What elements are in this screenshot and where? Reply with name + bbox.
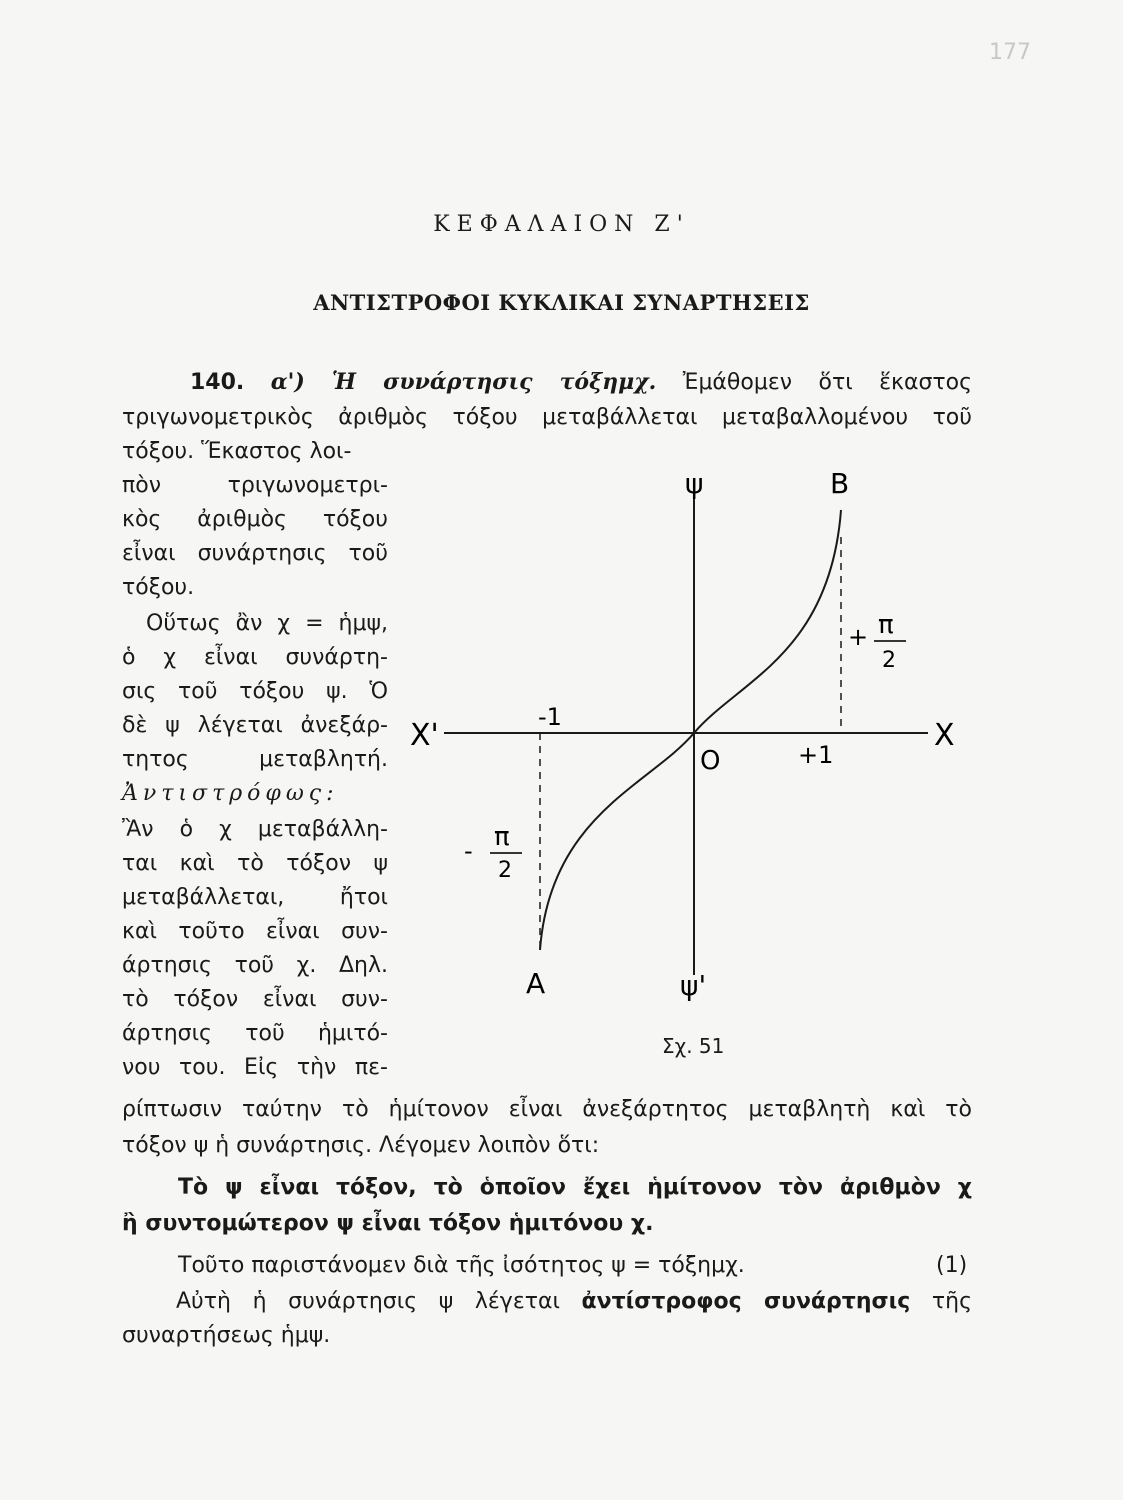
text-line: Ἂν ὁ χ μεταβάλλη-	[122, 817, 388, 842]
label-x-prime: Χ'	[410, 718, 439, 753]
label-plus-one: +1	[798, 741, 834, 769]
paragraph-number: 140.	[190, 370, 245, 395]
figure-caption: Σχ. 51	[662, 1034, 725, 1058]
label-pi: π	[878, 610, 894, 640]
bold-term: ἀντίστροφος συνάρτησις	[581, 1289, 911, 1314]
text-line: σις τοῦ τόξου ψ. Ὁ	[122, 679, 388, 704]
text-line: τριγωνομετρικὸς ἀριθμὸς τόξου μεταβάλλεται μεταβαλλομένου τοῦ	[122, 405, 972, 430]
label-psi: ψ	[685, 467, 704, 500]
spaced-text-line: Ἀντιστρόφως:	[122, 781, 339, 806]
label-pi: π	[494, 822, 510, 852]
text-line: άρτησις τοῦ χ. Δηλ.	[122, 953, 388, 978]
text-line: εἶναι συνάρτησις τοῦ	[122, 541, 388, 566]
figure-arcsine-graph	[400, 455, 970, 1025]
text-line	[176, 1286, 972, 1318]
text-line: δὲ ψ λέγεται ἀνεξάρ-	[122, 713, 388, 738]
label-minus-sign: -	[464, 837, 473, 865]
text-line: Οὕτως ἂν χ = ἡμψ,	[146, 611, 388, 636]
text-line: μεταβάλλεται, ἤτοι	[122, 885, 388, 910]
label-minus-one: -1	[538, 703, 562, 731]
text-line: πὸν τριγωνομετρι-	[122, 473, 388, 498]
text-line: τόξον ψ ἡ συνάρτησις. Λέγομεν λοιπὸν ὅτι:	[122, 1133, 600, 1158]
text-line: συναρτήσεως ἡμψ.	[122, 1323, 331, 1348]
text-line: κὸς ἀριθμὸς τόξου	[122, 507, 388, 532]
text-line: ὁ χ εἶναι συνάρτη-	[122, 645, 388, 670]
text-line: τὸ τόξον εἶναι συν-	[122, 987, 388, 1012]
arcsine-curve	[540, 510, 841, 950]
label-b: Β	[830, 467, 850, 500]
definition-line: Τὸ ψ εἶναι τόξον, τὸ ὁποῖον ἔχει ἡμίτονον τὸν ἀριθμὸν χ	[178, 1175, 972, 1200]
section-title: ΑΝΤΙΣΤΡΟΦΟΙ ΚΥΚΛΙΚΑΙ ΣΥΝΑΡΤΗΣΕΙΣ	[313, 290, 810, 315]
label-two: 2	[498, 858, 512, 883]
text-run: τῆς	[931, 1289, 972, 1314]
text-line: καὶ τοῦτο εἶναι συν-	[122, 919, 388, 944]
text-line: ρίπτωσιν ταύτην τὸ ἡμίτονον εἶναι ἀνεξάρτητος μεταβλητὴ καὶ τὸ	[122, 1097, 972, 1122]
text-line: τόξου. Ἕκαστος λοι-	[122, 439, 352, 464]
label-a: Α	[526, 967, 546, 1000]
text-line: ται καὶ τὸ τόξον ψ	[122, 851, 388, 876]
chapter-title: ΚΕΦΑΛΑΙΟΝ Ζ'	[433, 212, 690, 237]
label-psi-prime: ψ'	[680, 969, 707, 1002]
label-plus-sign: +	[848, 623, 869, 651]
text-run: Αὐτὴ ἡ συνάρτησις ψ λέγεται	[176, 1289, 560, 1314]
text-line: νου του. Εἰς τὴν πε-	[122, 1055, 388, 1080]
paragraph-heading: α') Ἡ συνάρτησις τόξημχ.	[270, 369, 657, 395]
label-x: Χ	[934, 718, 955, 753]
formula-number: (1)	[936, 1253, 968, 1278]
definition-line: ἢ συντομώτερον ψ εἶναι τόξον ἡμιτόνου χ.	[122, 1211, 654, 1236]
label-two: 2	[882, 648, 896, 673]
formula-line: Τοῦτο παριστάνομεν διὰ τῆς ἰσότητος ψ = τόξημχ.	[178, 1253, 745, 1278]
page-number: 177	[989, 40, 1031, 65]
paragraph-first-line	[190, 366, 972, 399]
label-origin: Ο	[700, 746, 721, 776]
text-line: Ἐμάθομεν ὅτι ἕκαστος	[682, 370, 973, 395]
text-line: τόξου.	[122, 575, 195, 600]
text-line: τητος μεταβλητή.	[122, 747, 388, 772]
text-line: άρτησις τοῦ ἡμιτό-	[122, 1021, 388, 1046]
